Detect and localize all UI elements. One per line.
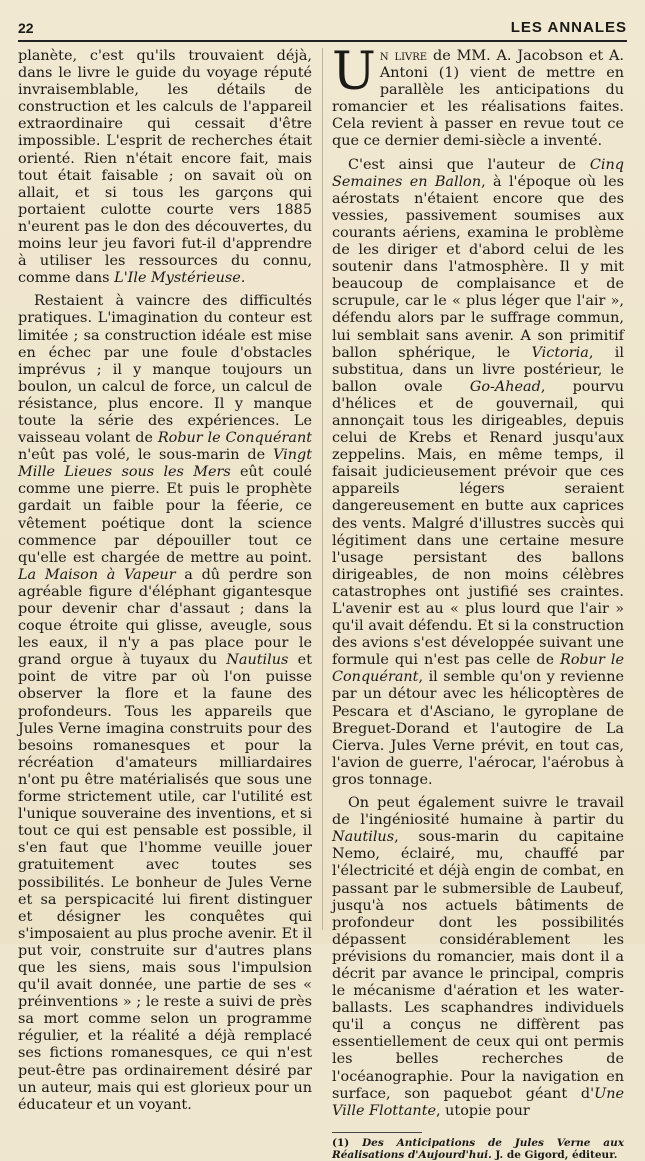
- paragraph: planète, c'est qu'ils trouvaient déjà, dans le livre le guide du voyage réputé invraisemblable, les détails de construction et les calculs de l'appareil extraordinaire qui cessait d'être impossible. L'esprit de recherches était orienté. Rien n'était encore fait, mais tout était faisable ; on savait où on allait, et si tous les garçons qui portaient culotte courte vers 1885 n'eurent pas le don des découvertes, du moins leur jeu favori fut-il d'apprendre à utiliser les ressources du connu, comme dans L'Ile Mystérieuse.: [18, 48, 312, 287]
- page-header: [18, 14, 627, 36]
- page-number: 22: [18, 20, 34, 36]
- right-column: [332, 42, 625, 1161]
- journal-title: LES ANNALES: [510, 19, 627, 36]
- paragraph: Un livre de MM. A. Jacobson et A. Antoni (1) vient de mettre en parallèle les anticipations du romancier et les réalisations faites. Cela revient à passer en revue tout ce que ce dernier demi-siècle a inventé.: [332, 42, 625, 150]
- paragraph: C'est ainsi que l'auteur de Cinq Semaines en Ballon, à l'époque où les aérostats n'étaient encore que des vessies, passivement soumises aux courants aériens, examina le problème de les diriger et d'abord celui de les soutenir dans l'atmosphère. Il y mit beaucoup de complaisance et de scrupule, car le « plus léger que l'air », défendu alors par le suffrage commun, lui semblait sans avenir. A son primitif ballon sphérique, le Victoria, il substitua, dans un livre postérieur, le ballon ovale Go-Ahead, pourvu d'hélices et de gouvernail, qui annonçait tous les dirigeables, depuis celui de Krebs et Renard jusqu'aux zeppelins. Mais, en même temps, il faisait judicieusement prévoir que ces appareils légers seraient dangereusement en butte aux caprices des vents. Malgré d'illustres succès qui légitiment dans une certaine mesure l'usage persistant des ballons dirigeables, de non moins célèbres catastrophes ont justifié ses craintes. L'avenir est au « plus lourd que l'air » qu'il avait défendu. Et si la construction des avions s'est développée suivant une formule qui n'est pas celle de Robur le Conquérant, il semble qu'on y revienne par un détour avec les hélicoptères de Pescara et d'Asciano, le gyroplane de Breguet-Dorand et l'autogire de La Cierva. Jules Verne prévit, en tout cas, l'avion de guerre, l'aérocar, l'aérobus à gros tonnage.: [332, 156, 625, 788]
- paragraph: On peut également suivre le travail de l'ingéniosité humaine à partir du Nautilus, sous-marin du capitaine Nemo, éclairé, mu, chauffé par l'électricité et déjà engin de combat, en passant par le submersible de Laubeuf, jusqu'à nos actuels bâtiments de profondeur dont les possibilités dépassent considérablement les prévisions du romancier, mais dont il a décrit par avance le principal, compris le mécanisme d'aération et les water-ballasts. Les scaphandres individuels qu'il a conçus ne diffèrent pas essentiellement de ceux qui ont permis les belles recherches de l'océanographie. Pour la navigation en surface, son paquebot géant d'Une Ville Flottante, utopie pour: [332, 795, 624, 1119]
- column-divider: [322, 48, 323, 930]
- left-column: [18, 48, 312, 1113]
- header-rule: [18, 40, 627, 42]
- footnote-rule: [332, 1132, 422, 1133]
- paragraph: Restaient à vaincre des difficultés pratiques. L'imagination du conteur est limitée ; sa construction idéale est mise en échec par une foule d'obstacles imprévus ; il y manque toujours un boulon, un calcul de force, un calcul de résistance, plus encore. Il y manque toute la série des expériences. Le vaisseau volant de Robur le Conquérant n'eût pas volé, le sous-marin de Vingt Mille Lieues sous les Mers eût coulé comme une pierre. Et puis le prophète gardait un faible pour la féerie, ce vêtement poétique dont la science commence par dépouiller tout ce qu'elle est chargée de mettre au point. La Maison à Vapeur a dû perdre son agréable figure d'éléphant gigantesque pour devenir char d'assaut ; dans la coque étroite qui glisse, aveugle, sous les eaux, il n'y a pas place pour le grand orgue à tuyaux du Nautilus et point de vitre par où l'on puisse observer la flore et la faune des profondeurs. Tous les appareils que Jules Verne imagina construits pour des besoins romanesques et pour la récréation d'amateurs milliardaires n'ont pu être matérialisés que sous une forme strictement utile, car l'utilité est l'unique souveraine des inventions, et si tout ce qui est pensable est possible, il s'en faut que l'homme veuille jouer gratuitement avec toutes ses possibilités. Le bonheur de Jules Verne et sa perspicacité lui firent distinguer et désigner les conquêtes qui s'imposaient au plus proche avenir. Et il put voir, construite sur d'autres plans que les siens, mais sous l'impulsion qu'il avait donnée, une partie de ses « préinventions » ; le reste a suivi de près sa mort comme selon un programme régulier, et la réalité a déjà remplacé ses fictions romanesques, ce qui n'est peut-être pas ordinairement désiré par un auteur, mais qui est glorieux pour un éducateur et un voyant.: [18, 293, 312, 1113]
- drop-cap: U: [332, 42, 376, 102]
- footnote: (1) Des Anticipations de Jules Verne aux Réalisations d'Aujourd'hui. J. de Gigord, éditeur.: [332, 1136, 625, 1161]
